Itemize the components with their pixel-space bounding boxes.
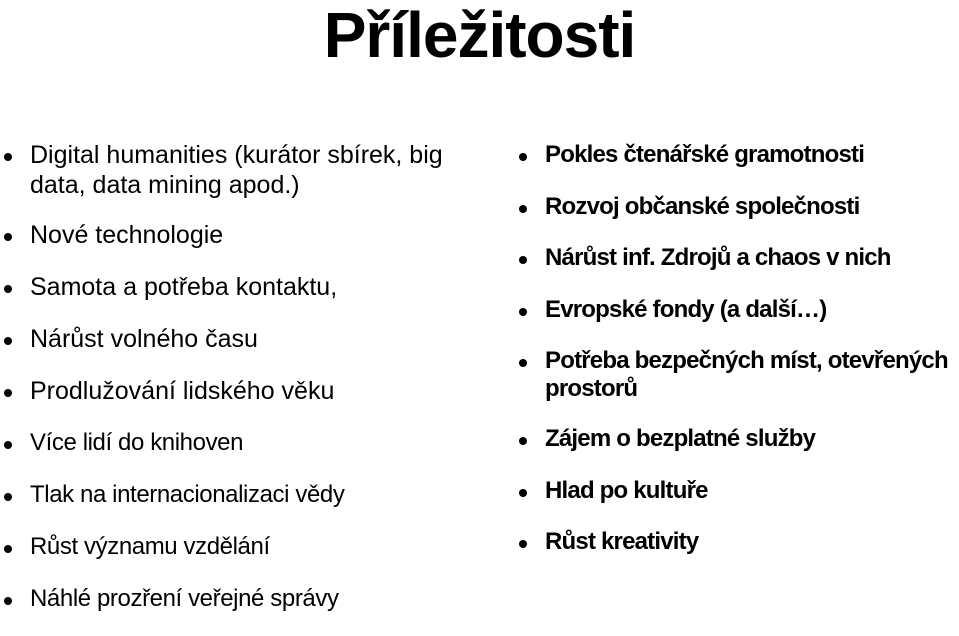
list-item: Nárůst volného času [0,324,470,354]
list-item: Nové technologie [0,220,470,250]
list-item: Nárůst inf. Zdrojů a chaos v nich [515,244,959,272]
list-item: Růst kreativity [515,528,959,556]
list-item: Prodlužování lidského věku [0,376,470,406]
list-item: Náhlé prozření veřejné správy [0,584,470,614]
list-item: Digital humanities (kurátor sbírek, big data, data mining apod.) [0,140,470,200]
list-item: Samota a potřeba kontaktu, [0,272,470,302]
slide-title: Příležitosti [323,0,636,71]
list-item: Tlak na internacionalizaci vědy [0,480,470,510]
list-item: Pokles čtenářské gramotnosti [515,141,959,169]
opportunities-list-right [515,141,959,580]
list-item: Růst významu vzdělání [0,532,470,562]
list-item: Hlad po kultuře [515,477,959,505]
list-item: Zájem o bezplatné služby [515,425,959,453]
list-item: Evropské fondy (a další…) [515,296,959,324]
list-item: Více lidí do knihoven [0,428,470,458]
list-item: Rozvoj občanské společnosti [515,193,959,221]
opportunities-list-left [0,140,470,636]
list-item: Potřeba bezpečných míst, otevřených prostorů [515,347,959,403]
